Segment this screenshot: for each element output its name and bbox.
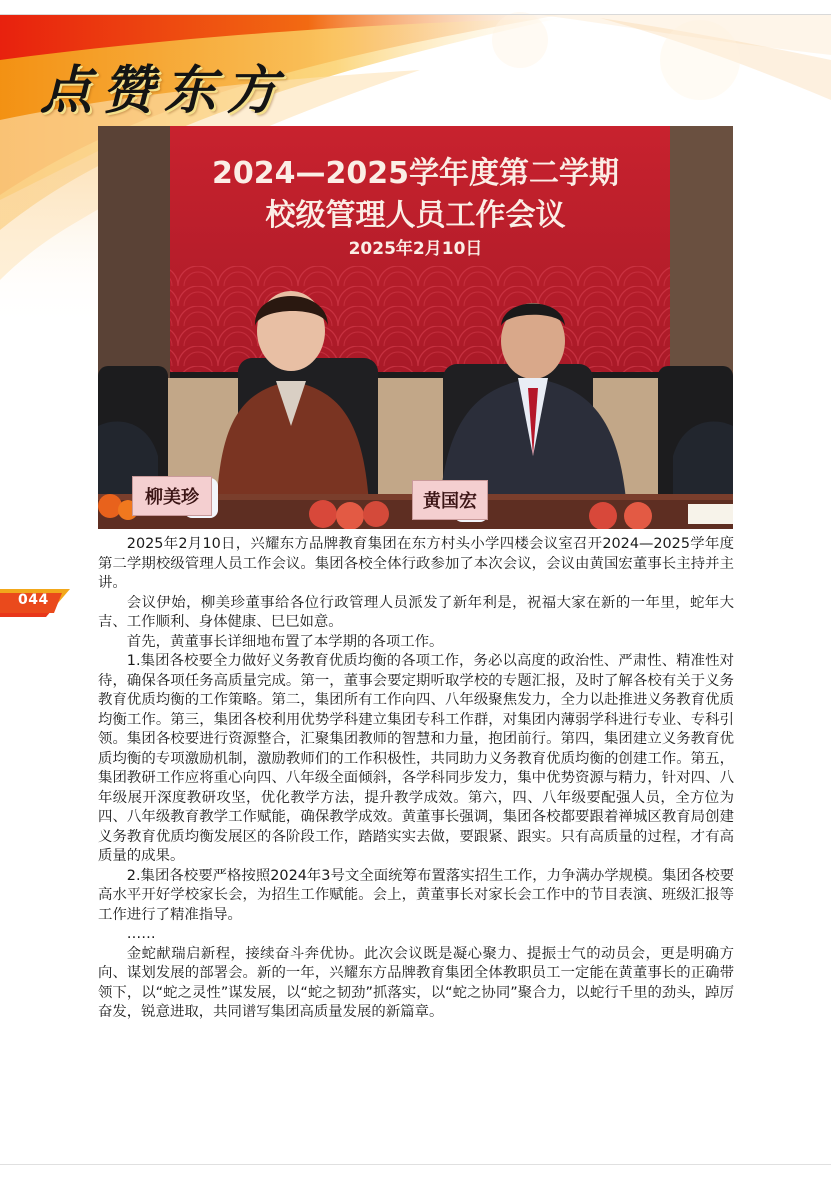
article-body (98, 535, 734, 1023)
top-rule (0, 14, 831, 15)
page-number: 044 (18, 592, 49, 608)
banner-date: 2025年2月10日 (348, 239, 483, 259)
section-title: 点赞东方 (40, 60, 289, 121)
meeting-photo (98, 126, 733, 529)
nameplate-right: 黄国宏 (412, 480, 488, 520)
banner-title-line2: 校级管理人员工作会议 (265, 198, 566, 233)
bottom-rule (0, 1164, 831, 1165)
article-paragraph: 2.集团各校要严格按照2024年3号文全面统筹布置落实招生工作，力争满办学规模。集团各校要高水平开好学校家长会，为招生工作赋能。会上，黄董事长对家长会工作中的节目表演、班级汇报等工作进行了精准指导。 (98, 867, 734, 923)
banner-title-line1: 2024—2025学年度第二学期 (212, 156, 619, 191)
article-paragraph: 1.集团各校要全力做好义务教育优质均衡的各项工作，务必以高度的政治性、严肃性、精准性对待，确保各项任务高质量完成。第一，董事会要定期听取学校的专题汇报，及时了解各校有关于义务教育优质均衡的工作策略。第二，集团所有工作向四、八年级聚焦发力，全力以赴推进义务教育优质均衡工作。第三，集团各校利用优势学科建立集团专科工作群，对集团内薄弱学科进行专业、专科引领。集团各校要进行资源整合，汇聚集团教师的智慧和力量，抱团前行。第四，集团建立义务教育优质均衡的专项激励机制，激励教师们的工作积极性，共同助力义务教育优质均衡的创建工作。第五，集团教研工作应将重心向四、八年级全面倾斜，各学科同步发力，集中优势资源与精力，针对四、八年级展开深度教研攻坚，优化教学方法，提升教学成效。第六，四、八年级要配强人员，全方位为四、八年级教育教学工作赋能，确保教学成效。黄董事长强调，集团各校都要跟着禅城区教育局创建义务教育优质均衡发展区的各阶段工作，踏踏实实去做，要跟紧、跟实。只有高质量的过程，才有高质量的成果。 (98, 653, 734, 864)
article-ellipsis: …… (126, 926, 156, 942)
article-paragraph: 首先，黄董事长详细地布置了本学期的各项工作。 (126, 633, 444, 650)
article-paragraph: 会议伊始，柳美珍董事给各位行政管理人员派发了新年利是，祝福大家在新的一年里，蛇年大吉、工作顺利、身体健康、巳巳如意。 (98, 594, 734, 630)
article-paragraph: 金蛇献瑞启新程，接续奋斗奔优协。此次会议既是凝心聚力、提振士气的动员会，更是明确方向、谋划发展的部署会。新的一年，兴耀东方品牌教育集团全体教职员工一定能在黄董事长的正确带领下，以“蛇之灵性”谋发展，以“蛇之韧劲”抓落实，以“蛇之协同”聚合力，以蛇行千里的劲头，踔厉奋发，锐意进取，共同谱写集团高质量发展的新篇章。 (98, 945, 734, 1020)
article-paragraph: 2025年2月10日，兴耀东方品牌教育集团在东方村头小学四楼会议室召开2024—2025学年度第二学期校级管理人员工作会议。集团各校全体行政参加了本次会议，会议由黄国宏董事长主持并主讲。 (98, 536, 734, 591)
nameplate-left: 柳美珍 (132, 476, 212, 516)
